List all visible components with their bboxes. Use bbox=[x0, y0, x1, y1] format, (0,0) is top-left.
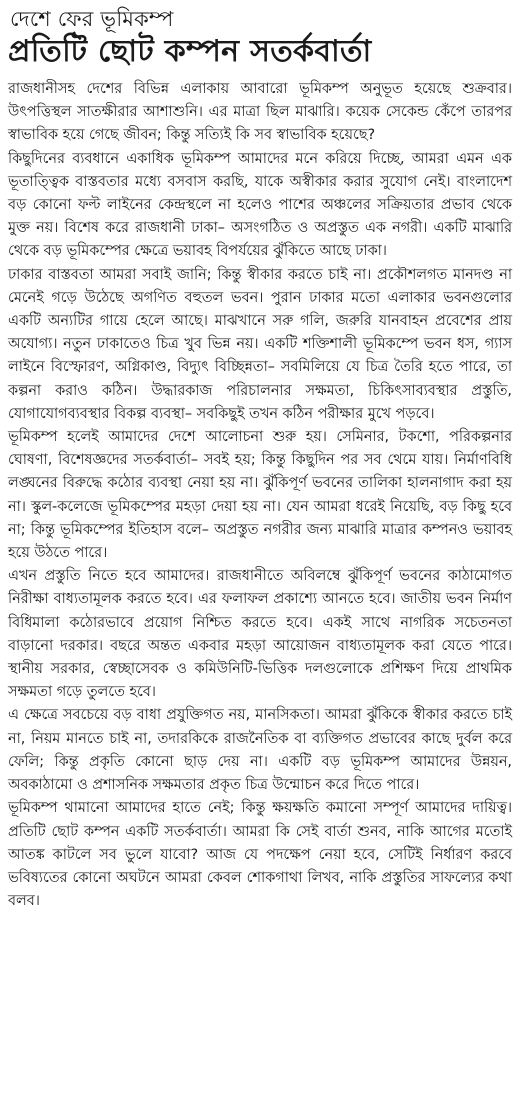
article-body bbox=[8, 78, 512, 913]
paragraph-7: ভূমিকম্প থামানো আমাদের হাতে নেই; কিন্তু ক্ষয়ক্ষতি কমানো সম্পূর্ণ আমাদের দায়িত্ব। প্রতিটি ছোট কম্পন একটি সতর্কবার্তা। আমরা কি সেই বার্তা শুনব, নাকি আগের মতোই আতঙ্ক কাটলে সব ভুলে যাবো? আজ যে পদক্ষেপ নেয়া হবে, সেটিই নির্ধারণ করবে ভবিষ্যতের কোনো অঘটনে আমরা কেবল শোকগাথা লিখব, নাকি প্রস্তুতির সাফল্যের কথা বলব। bbox=[8, 800, 512, 910]
paragraph-3: ঢাকার বাস্তবতা আমরা সবাই জানি; কিন্তু স্বীকার করতে চাই না। প্রকৌশলগত মানদণ্ড না মেনেই গড়ে উঠেছে অগণিত বহুতল ভবন। পুরান ঢাকার মতো এলাকার ভবনগুলোর একটি অন্যটির গায়ে হেলে আছে। মাঝখানে সরু গলি, জরুরি যানবাহন প্রবেশের প্রায় অযোগ্য। নতুন ঢাকাতেও চিত্র খুব ভিন্ন নয়। একটি শক্তিশালী ভূমিকম্পে ভবন ধস, গ্যাস লাইনে বিস্ফোরণ, অগ্নিকাণ্ড, বিদ্যুৎ বিচ্ছিন্নতা– সবমিলিয়ে যে চিত্র তৈরি হতে পারে, তা কল্পনা করাও কঠিন। উদ্ধারকাজ পরিচালনার সক্ষমতা, চিকিৎসাব্যবস্থার প্রস্তুতি, যোগাযোগব্যবস্থার বিকল্প ব্যবস্থা– সবকিছুই তখন কঠিন পরীক্ষার মুখে পড়বে। bbox=[8, 266, 512, 422]
paragraph-5: এখন প্রস্তুতি নিতে হবে আমাদের। রাজধানীতে অবিলম্বে ঝুঁকিপূর্ণ ভবনের কাঠামোগত নিরীক্ষা বাধ্যতামূলক করতে হবে। এর ফলাফল প্রকাশ্যে আনতে হবে। জাতীয় ভবন নির্মাণ বিধিমালা কঠোরভাবে প্রয়োগ নিশ্চিত করতে হবে। একই সাথে নাগরিক সচেতনতা বাড়ানো দরকার। বছরে অন্তত একবার মহড়া আয়োজন বাধ্যতামূলক করা যেতে পারে। স্থানীয় সরকার, স্বেচ্ছাসেবক ও কমিউনিটি-ভিত্তিক দলগুলোকে প্রশিক্ষণ দিয়ে প্রাথমিক সক্ষমতা গড়ে তুলতে হবে। bbox=[8, 568, 512, 701]
article-headline: প্রতিটি ছোট কম্পন সতর্কবার্তা bbox=[8, 34, 372, 69]
paragraph-1: রাজধানীসহ দেশের বিভিন্ন এলাকায় আবারো ভূমিকম্প অনুভূত হয়েছে শুক্রবার। উৎপত্তিস্থল সাতক্ষীরার আশাশুনি। এর মাত্রা ছিল মাঝারি। কয়েক সেকেন্ড কেঁপে তারপর স্বাভাবিক হয়ে গেছে জীবন; কিন্তু সত্যিই কি সব স্বাভাবিক হয়েছে? bbox=[8, 81, 512, 144]
paragraph-4: ভূমিকম্প হলেই আমাদের দেশে আলোচনা শুরু হয়। সেমিনার, টকশো, পরিকল্পনার ঘোষণা, বিশেষজ্ঞদের সতর্কবার্তা– সবই হয়; কিন্তু কিছুদিন পর সব থেমে যায়। নির্মাণবিধি লঙ্ঘনের বিরুদ্ধে কঠোর ব্যবস্থা নেয়া হয় না। ঝুঁকিপূর্ণ ভবনের তালিকা হালনাগাদ করা হয় না। স্কুল-কলেজে ভূমিকম্পের মহড়া দেয়া হয় না। যেন আমরা ধরেই নিয়েছি, বড় কিছু হবে না; কিন্তু ভূমিকম্পের ইতিহাস বলে– অপ্রস্তুত নগরীর জন্য মাঝারি মাত্রার কম্পনও ভয়াবহ হয়ে উঠতে পারে। bbox=[8, 429, 512, 562]
article-kicker: দেশে ফের ভূমিকম্প bbox=[10, 7, 174, 31]
paragraph-6: এ ক্ষেত্রে সবচেয়ে বড় বাধা প্রযুক্তিগত নয়, মানসিকতা। আমরা ঝুঁকিকে স্বীকার করতে চাই না, নিয়ম মানতে চাই না, তদারকিকে রাজনৈতিক বা ব্যক্তিগত প্রভাবের কাছে দুর্বল করে ফেলি; কিন্তু প্রকৃতি কোনো ছাড় দেয় না। একটি বড় ভূমিকম্প আমাদের উন্নয়ন, অবকাঠামো ও প্রশাসনিক সক্ষমতার প্রকৃত চিত্র উন্মোচন করে দিতে পারে। bbox=[8, 707, 512, 794]
paragraph-2: কিছুদিনের ব্যবধানে একাধিক ভূমিকম্প আমাদের মনে করিয়ে দিচ্ছে, আমরা এমন এক ভূতাত্ত্বিক বাস্তবতার মধ্যে বসবাস করছি, যাকে অস্বীকার করার সুযোগ নেই। বাংলাদেশ বড় কোনো ফল্ট লাইনের কেন্দ্রস্থলে না হলেও পাশের অঞ্চলের সক্রিয়তার প্রভাব থেকে মুক্ত নয়। বিশেষ করে রাজধানী ঢাকা– অসংগঠিত ও অপ্রস্তুত এক নগরী। একটি মাঝারি থেকে বড় ভূমিকম্পের ক্ষেত্রে ভয়াবহ বিপর্যয়ের ঝুঁকিতে আছে ঢাকা। bbox=[8, 150, 512, 260]
